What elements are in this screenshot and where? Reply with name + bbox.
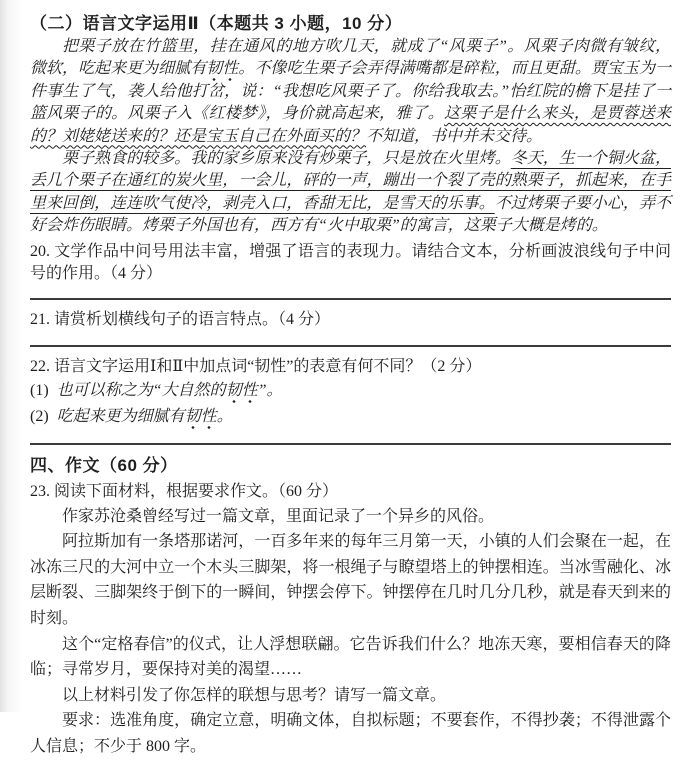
answer-space-divider-3: [30, 443, 671, 445]
question-22: 22. 语言文字运用Ⅰ和Ⅱ中加点词“韧性”的表意有何不同？（2 分）: [30, 357, 482, 375]
text-run: 。不像吃生栗子会弄得满嘴都是碎粒，而且更甜。贾宝玉为一件事生了气，袭人给他打岔，说：“我想吃风栗子了。你给我取去。”怡红院的檐下是挂了一篮风栗子的。风栗子入《红楼梦》，身价就高起来，雅了。: [30, 60, 671, 123]
text-run: 把栗子放在竹篮里，挂在通风的地方吹几天，就成了“风栗子”。风栗子肉微有皱纹，微软，吃起来更为细腻有: [30, 38, 671, 78]
section-4-heading: 四、作文（60 分）: [30, 456, 178, 476]
text-run: 也可以称之为“大自然的: [56, 382, 226, 400]
emphasis-dotted-word: 韧性: [206, 60, 238, 81]
item-1-label: (1): [30, 382, 49, 400]
essay-material-paragraph-4: 以上材料引发了你怎样的联想与思考？请写一篇文章。: [62, 686, 447, 704]
question-22-item-1: [30, 378, 671, 404]
essay-material-paragraph-1: 作家苏沧桑曾经写过一篇文章，里面记录了一个异乡的风俗。: [62, 507, 495, 525]
emphasis-dotted-word: 韧性: [226, 382, 258, 403]
straight-underlined-sentence: 冬天，生一个铜火盆，丢几个栗子在通红的炭火里，一会儿，砰的一声，蹦出一个裂了壳的熟栗子，抓起来，在手里来回倒，连连吹气使冷，剥壳入口，香甜无比，是雪天的乐事。: [30, 150, 671, 212]
text-run: 不过烤栗子要小心，弄不好会炸伤眼睛。烤栗子外国也有，西方有“火中取栗”的寓言，这栗子大概是烤的。: [30, 194, 671, 235]
question-22-item-2: [30, 404, 671, 430]
text-run: 吃起来更为细腻有: [56, 408, 185, 426]
answer-space-divider-1: [30, 298, 671, 300]
emphasis-dotted-word: 韧性: [185, 408, 217, 429]
text-run: 。: [216, 408, 233, 426]
text-run: 不知道，书中并未交待。: [366, 127, 543, 145]
question-21: 21. 请赏析划横线句子的语言特点。（4 分）: [30, 311, 331, 329]
question-20: 20. 文学作品中问号用法丰富，增强了语言的表现力。请结合文本，分析画波浪线句子中问号的作用。（4 分）: [30, 242, 671, 283]
question-23-intro: 23. 阅读下面材料，根据要求作文。（60 分）: [30, 483, 339, 501]
text-run: ”。: [257, 382, 283, 400]
answer-space-divider-2: [30, 345, 671, 347]
section-2-heading: （二）语言文字运用Ⅱ（本题共 3 小题，10 分）: [30, 14, 403, 33]
essay-material-paragraph-3: 这个“定格春信”的仪式，让人浮想联翩。它告诉我们什么？地冻天寒，要相信春天的降临；寻常岁月，要保持对美的渴望……: [30, 635, 671, 679]
passage-paragraph-1: [30, 36, 671, 148]
text-run: 栗子熟食的较多。我的家乡原来没有炒栗子，只是放在火里烤。: [62, 150, 511, 168]
item-2-label: (2): [30, 408, 49, 426]
essay-material-paragraph-2: 阿拉斯加有一条塔那诺河，一百多年来的每年三月第一天，小镇的人们会聚在一起，在冰冻三尺的大河中立一个木头三脚架，将一根绳子与瞭望塔上的钟摆相连。当冰雪融化、冰层断裂、三脚架终于倒下的一瞬间，钟摆会停下。钟摆停在几时几分几秒，就是春天到来的时刻。: [30, 533, 671, 628]
essay-requirements-paragraph: 要求：选准角度，确定立意，明确文体，自拟标题；不要套作，不得抄袭；不得泄露个人信息；不少于 800 字。: [30, 712, 671, 756]
passage-paragraph-2: [30, 148, 671, 238]
wavy-underlined-sentence: 这栗子是什么来头，是贾蓉送来的？刘姥姥送来的？还是宝玉自己在外面买的？: [30, 105, 671, 145]
